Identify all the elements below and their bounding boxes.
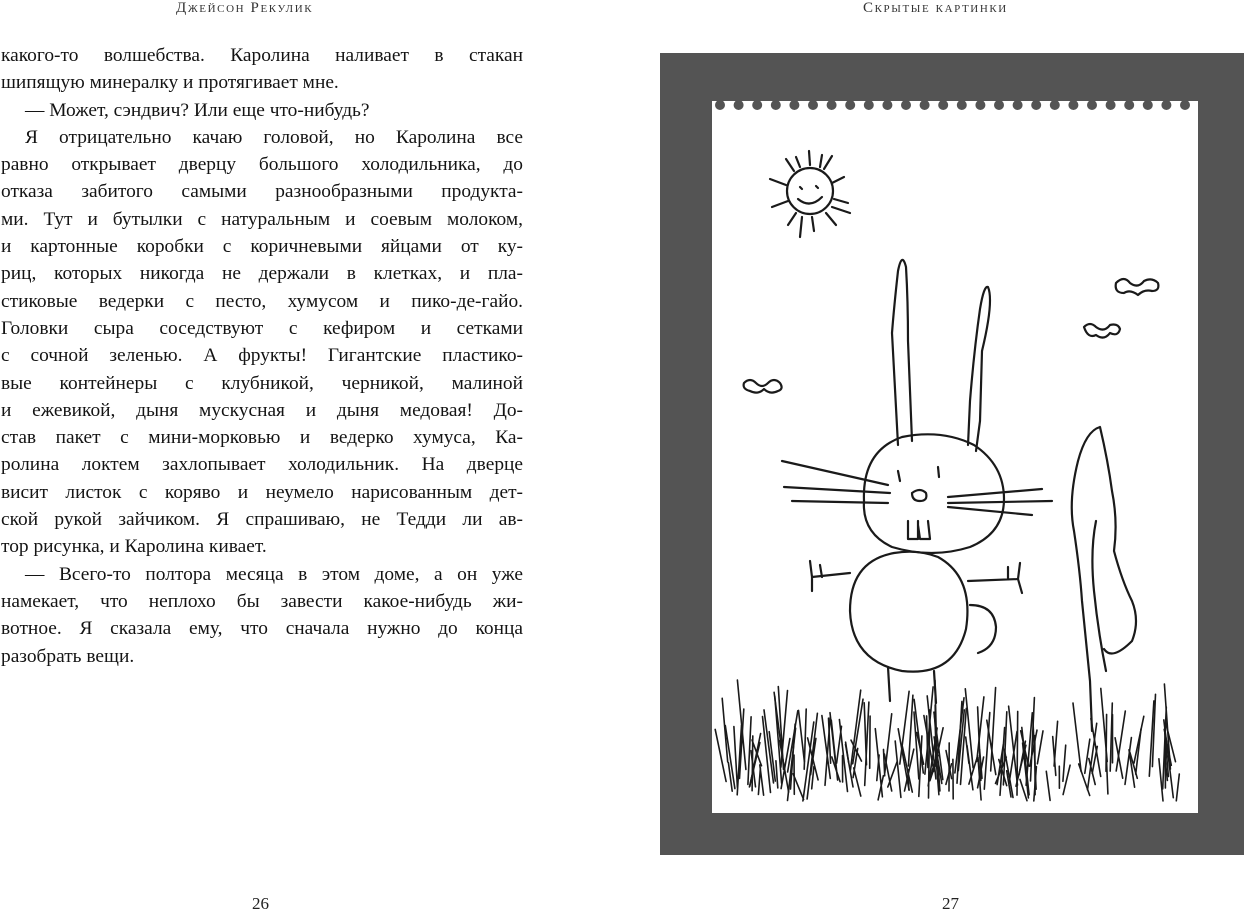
running-head-left: Джейсон Рекулик	[176, 0, 313, 20]
bunny-arm-right-drawing	[968, 563, 1022, 593]
spiral-hole	[901, 101, 911, 110]
text-line: — Может, сэндвич? Или еще что-нибудь?	[1, 97, 523, 124]
grass-stroke	[776, 761, 778, 788]
grass-stroke	[837, 726, 842, 763]
spiral-holes	[715, 101, 1190, 110]
text-line: — Всего-то полтора месяца в этом доме, а он уже	[1, 561, 523, 588]
spiral-hole	[715, 101, 725, 110]
bunny-nose-drawing	[912, 490, 926, 501]
text-line: ми. Тут и бутылки с натуральным и соевым молоком,	[1, 206, 523, 233]
grass-stroke	[902, 745, 912, 792]
sun-drawing	[770, 151, 850, 237]
grass-stroke	[1004, 749, 1013, 797]
tree-drawing	[1072, 427, 1136, 731]
grass-stroke	[715, 729, 726, 781]
notebook-sheet	[712, 101, 1198, 813]
grass-stroke	[854, 768, 861, 796]
grass-stroke	[804, 709, 806, 769]
grass-stroke	[758, 768, 760, 795]
bunny-whiskers-drawing	[782, 461, 1052, 515]
grass-drawing	[715, 680, 1179, 801]
grass-stroke	[888, 761, 897, 787]
text-line: намекает, что неплохо бы завести какое-нибудь жи-	[1, 588, 523, 615]
grass-stroke	[1085, 739, 1090, 773]
grass-stroke	[1134, 716, 1144, 763]
page-number-left: 26	[252, 894, 269, 914]
grass-stroke	[1176, 774, 1179, 801]
text-line: стиковые ведерки с песто, хумусом и пико-де-гайо.	[1, 288, 523, 315]
spiral-hole	[1106, 101, 1116, 110]
spiral-hole	[789, 101, 799, 110]
text-line: какого-то волшебства. Каролина наливает в стакан	[1, 42, 523, 69]
page-number-right: 27	[942, 894, 959, 914]
grass-stroke	[1017, 711, 1018, 795]
spiral-hole	[1087, 101, 1097, 110]
bunny-ear-right-drawing	[968, 287, 990, 451]
text-line: став пакет с мини-морковью и ведерко хумуса, Ка-	[1, 424, 523, 451]
spiral-hole	[752, 101, 762, 110]
text-line: тор рисунка, и Каролина кивает.	[1, 533, 523, 560]
spiral-hole	[1161, 101, 1171, 110]
spiral-hole	[975, 101, 985, 110]
grass-stroke	[1115, 738, 1123, 778]
spiral-hole	[827, 101, 837, 110]
text-line: Я отрицательно качаю головой, но Каролина все	[1, 124, 523, 151]
text-line: Головки сыра соседствуют с кефиром и сетками	[1, 315, 523, 342]
spiral-hole	[845, 101, 855, 110]
spiral-hole	[864, 101, 874, 110]
bunny-body-drawing	[850, 552, 967, 672]
text-line: риц, которых никогда не держали в клетках, и пла-	[1, 260, 523, 287]
grass-stroke	[965, 689, 973, 768]
cloud-right-mid-drawing	[1084, 324, 1120, 338]
spiral-hole	[920, 101, 930, 110]
body-text	[1, 42, 523, 670]
spiral-hole	[994, 101, 1004, 110]
bunny-tail-drawing	[970, 605, 996, 653]
spiral-hole	[938, 101, 948, 110]
grass-stroke	[1073, 703, 1081, 771]
text-line: ской рукой зайчиком. Я спрашиваю, не Тедди ли ав-	[1, 506, 523, 533]
text-line: ролина локтем захлопывает холодильник. На дверце	[1, 451, 523, 478]
text-line: разобрать вещи.	[1, 643, 523, 670]
text-line: вотное. Я сказала ему, что сначала нужно до конца	[1, 615, 523, 642]
spiral-hole	[957, 101, 967, 110]
text-line: и картонные коробки с коричневыми яйцами от ку-	[1, 233, 523, 260]
grass-stroke	[895, 741, 901, 797]
cloud-right-top-drawing	[1116, 279, 1159, 295]
spiral-hole	[1031, 101, 1041, 110]
spiral-hole	[1068, 101, 1078, 110]
grass-stroke	[1063, 745, 1066, 781]
spiral-hole	[734, 101, 744, 110]
grass-stroke	[752, 736, 753, 791]
spiral-hole	[1180, 101, 1190, 110]
grass-stroke	[966, 737, 969, 763]
text-line: с сочной зеленью. А фрукты! Гигантские пластико-	[1, 342, 523, 369]
illustration-frame	[660, 53, 1244, 855]
child-bunny-drawing	[712, 101, 1198, 813]
spiral-hole	[1013, 101, 1023, 110]
bunny-ear-left-drawing	[892, 260, 912, 445]
text-line: равно открывает дверцу большого холодильника, до	[1, 151, 523, 178]
grass-stroke	[722, 698, 728, 762]
bunny-arm-left-drawing	[810, 561, 850, 591]
spiral-hole	[771, 101, 781, 110]
grass-stroke	[1054, 721, 1058, 766]
spiral-hole	[882, 101, 892, 110]
bunny-eyes-drawing	[898, 467, 939, 481]
spiral-hole	[1124, 101, 1134, 110]
text-line: и ежевикой, дыня мускусная и дыня медовая! До-	[1, 397, 523, 424]
bunny-teeth-drawing	[908, 521, 930, 539]
text-line: вые контейнеры с клубникой, черникой, малиной	[1, 370, 523, 397]
cloud-left-drawing	[744, 380, 782, 393]
grass-stroke	[1037, 731, 1043, 764]
grass-stroke	[734, 727, 738, 788]
text-line: шипящую минералку и протягивает мне.	[1, 69, 523, 96]
grass-stroke	[1046, 771, 1050, 800]
spiral-hole	[808, 101, 818, 110]
text-line: висит листок с коряво и неумело нарисованным дет-	[1, 479, 523, 506]
grass-stroke	[799, 710, 805, 761]
spiral-hole	[1050, 101, 1060, 110]
running-head-right: Скрытые картинки	[863, 0, 1008, 20]
grass-stroke	[1116, 711, 1125, 771]
spiral-hole	[1143, 101, 1153, 110]
text-line: отказа забитого самыми разнообразными продукта-	[1, 178, 523, 205]
